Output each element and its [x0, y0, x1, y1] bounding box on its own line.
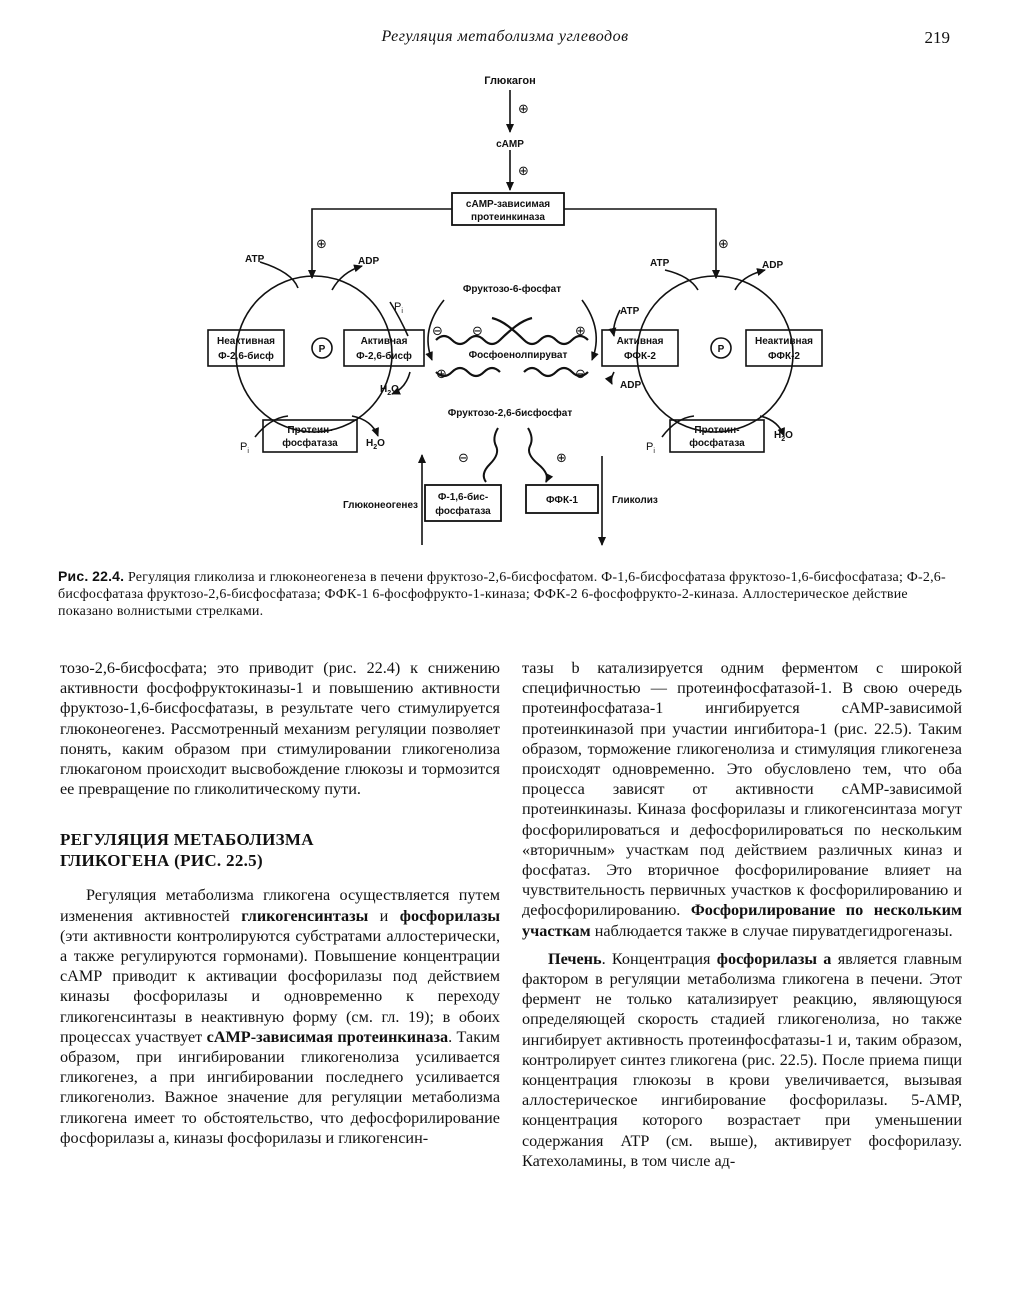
- h2o-left-top: $H_2O$: [380, 384, 399, 397]
- active-label-left: Активная: [360, 336, 408, 347]
- plus-3: ⊕: [575, 323, 586, 338]
- term-camp-pka: cAMP-зависимая протеинкиназа: [206, 1027, 449, 1046]
- caption-text: Регуляция гликолиза и глюконеогенеза в печени фруктозо-2,6-бисфосфатом. Ф-1,6-бисфосфатаза фруктозо-1,6-бисфосфатаза; Ф-2,6-бисфосфатаза фруктозо-2,6-бисфосфатаза; ФФК-1 6-фосфофрукто-1-киназа; ФФК-2 6-фосфофрукто-2-киназа. Аллостерическое действие показано волнистыми стрелками.: [58, 570, 946, 619]
- p-circle-right: P: [717, 344, 725, 355]
- phosphatase-right-line1: Протеин-: [694, 425, 740, 436]
- figure-caption: [58, 568, 958, 620]
- pfk2-active: ФФК-2: [624, 351, 656, 362]
- phosphatase-left-line1: Протеин-: [287, 425, 333, 436]
- plus-right: ⊕: [718, 236, 729, 251]
- atp-left: ATP: [245, 254, 265, 265]
- f6p-label: Фруктозо-6-фосфат: [462, 284, 562, 295]
- h2o-left-bottom: $H_2O$: [366, 438, 385, 451]
- left-column: [60, 658, 500, 1148]
- plus-5: ⊕: [556, 450, 567, 465]
- f16-line1: Ф-1,6-бис-: [437, 492, 489, 503]
- plus-left: ⊕: [316, 236, 327, 251]
- h2o-right-bottom: $H_2O$: [774, 430, 793, 443]
- minus-1: ⊖: [432, 323, 443, 338]
- right-column: [522, 658, 962, 1171]
- phosphatase-right-line2: фосфатаза: [689, 438, 745, 449]
- minus-2: ⊖: [472, 323, 483, 338]
- heading-line-1: РЕГУЛЯЦИЯ МЕТАБОЛИЗМА: [60, 830, 314, 850]
- page-header: [0, 26, 1010, 56]
- regulation-diagram: [0, 60, 1010, 560]
- pi-left-bottom: $P_i$: [240, 441, 249, 455]
- pfk1-label: ФФК-1: [546, 495, 578, 506]
- camp-label: cAMP: [496, 139, 524, 150]
- atp-center: ATP: [620, 306, 640, 317]
- term-glycogen-synthase: гликогенсинтазы: [241, 906, 369, 925]
- right-paragraph-1: тазы b катализируется одним ферментом с широкой специфичностью — протеинфосфатазой-1. В свою очередь протеинфосфатаза-1 ингибируется cAMP-зависимой протеинкиназой при участии ингибитора-1 (рис. 22.5). Таким образом, торможение гликогенолиза и стимуляция гликогенеза происходят одновременно. Это обусловлено тем, что оба процесса зависят от активности cAMP-зависимой протеинкиназы. Киназа фосфорилазы и гликогенсинтаза могут фосфорилироваться и дефосфорилироваться по нескольким «вторичным» участкам под действием различных киназ и фосфатаз. Это вторичное фосфорилирование влияет на чувствительность первичных участков к фосфорилированию и дефосфорилированию. Фосфорилирование по нескольким участкам наблюдается также в случае пируватдегидрогеназы.: [522, 659, 962, 940]
- pfk2-inactive: ФФК-2: [768, 351, 800, 362]
- term-multisite-phosphorylation: Фосфорилирование по нескольким участкам: [522, 901, 962, 940]
- pep-label: Фосфоенолпируват: [468, 350, 568, 361]
- term-phosphorylase-a: фосфорилазы а: [716, 949, 832, 968]
- f26bp-label: Фруктозо-2,6-бисфосфат: [447, 408, 573, 419]
- pi-left-top: $P_i$: [394, 301, 403, 315]
- plus-4: ⊕: [436, 366, 447, 381]
- pka-label-line1: cAMP-зависимая: [465, 199, 551, 210]
- caption-label: Рис.: [58, 568, 89, 584]
- section-heading: [60, 829, 500, 871]
- adp-left: ADP: [358, 256, 380, 267]
- plus-2: ⊕: [518, 163, 529, 178]
- f16-line2: фосфатаза: [435, 506, 491, 517]
- glycolysis-label: Гликолиз: [612, 495, 658, 506]
- pi-right-bottom: $P_i$: [646, 441, 655, 455]
- plus-1: ⊕: [518, 101, 529, 116]
- caption-number: 22.4.: [92, 568, 125, 584]
- gluconeogenesis-label: Глюконеогенез: [342, 500, 418, 511]
- heading-line-2: ГЛИКОГЕНА (РИС. 22.5): [60, 851, 263, 871]
- minus-4: ⊖: [458, 450, 469, 465]
- adp-center: ADP: [620, 380, 642, 391]
- page-number: 219: [924, 28, 950, 47]
- term-liver: Печень: [548, 949, 602, 968]
- pka-label-line2: протеинкиназа: [471, 212, 545, 223]
- phosphatase-left-line2: фосфатаза: [282, 438, 338, 449]
- term-phosphorylase: фосфорилазы: [399, 906, 500, 925]
- right-paragraph-2: Печень. Концентрация фосфорилазы а является главным фактором в регуляции метаболизма гликогена в печени. Этот фермент не только катализирует реакцию, являющуюся определяющей скорость стадией гликогенолиза, но также ингибирует активность протеинфосфатазы-1 и, таким образом, контролирует синтез гликогена (рис. 22.5). После приема пищи концентрация глюкозы в крови увеличивается, вызывая аллостерическое ингибирование фосфорилазы. 5-AMP, концентрация которого возрастает при уменьшении содержания ATP (см. выше), активирует фосфорилазу. Катехоламины, в том числе ад-: [522, 949, 962, 1170]
- left-paragraph-2: Регуляция метаболизма гликогена осуществляется путем изменения активностей гликогенсинтазы и фосфорилазы (эти активности контролируются субстратами аллостерически, а также регулируются гормонами). Повышение концентрации cAMP приводит к активации фосфорилазы под действием киназы фосфорилазы и одновременно к переходу гликогенсинтазы в неактивную форму (см. гл. 19); в обоих процессах участвует cAMP-зависимая протеинкиназа. Таким образом, при ингибировании гликогенолиза усиливается гликогенез, а при ингибировании последнего усиливается гликогенолиз. Важное значение для регуляции метаболизма гликогена имеет то обстоятельство, что дефосфорилирование фосфорилазы а, киназы фосфорилазы и гликогенсин-: [60, 886, 500, 1147]
- glucagon-label: Глюкагон: [484, 75, 536, 87]
- active-label-right: Активная: [616, 336, 664, 347]
- inactive-label-right: Неактивная: [755, 336, 813, 347]
- f26-active: Ф-2,6-бисф: [356, 351, 412, 362]
- p-circle-left: P: [318, 344, 326, 355]
- inactive-label-left: Неактивная: [217, 336, 275, 347]
- minus-3: ⊖: [575, 366, 586, 381]
- adp-right: ADP: [762, 260, 784, 271]
- atp-right: ATP: [650, 258, 670, 269]
- f26-inactive: Ф-2,6-бисф: [218, 351, 274, 362]
- left-paragraph-1: тозо-2,6-бисфосфата; это приводит (рис. 22.4) к снижению активности фосфофруктокиназы-1 и повышению активности фруктозо-1,6-бисфосфатазы, в результате чего стимулируется глюконеогенез. Рассмотренный механизм регуляции позволяет понять, каким образом при стимулировании гликогенолиза глюкагоном происходит высвобождение глюкозы и тормозится ее превращение по гликолитическому пути.: [60, 659, 500, 799]
- running-title: Регуляция метаболизма углеводов: [381, 28, 629, 45]
